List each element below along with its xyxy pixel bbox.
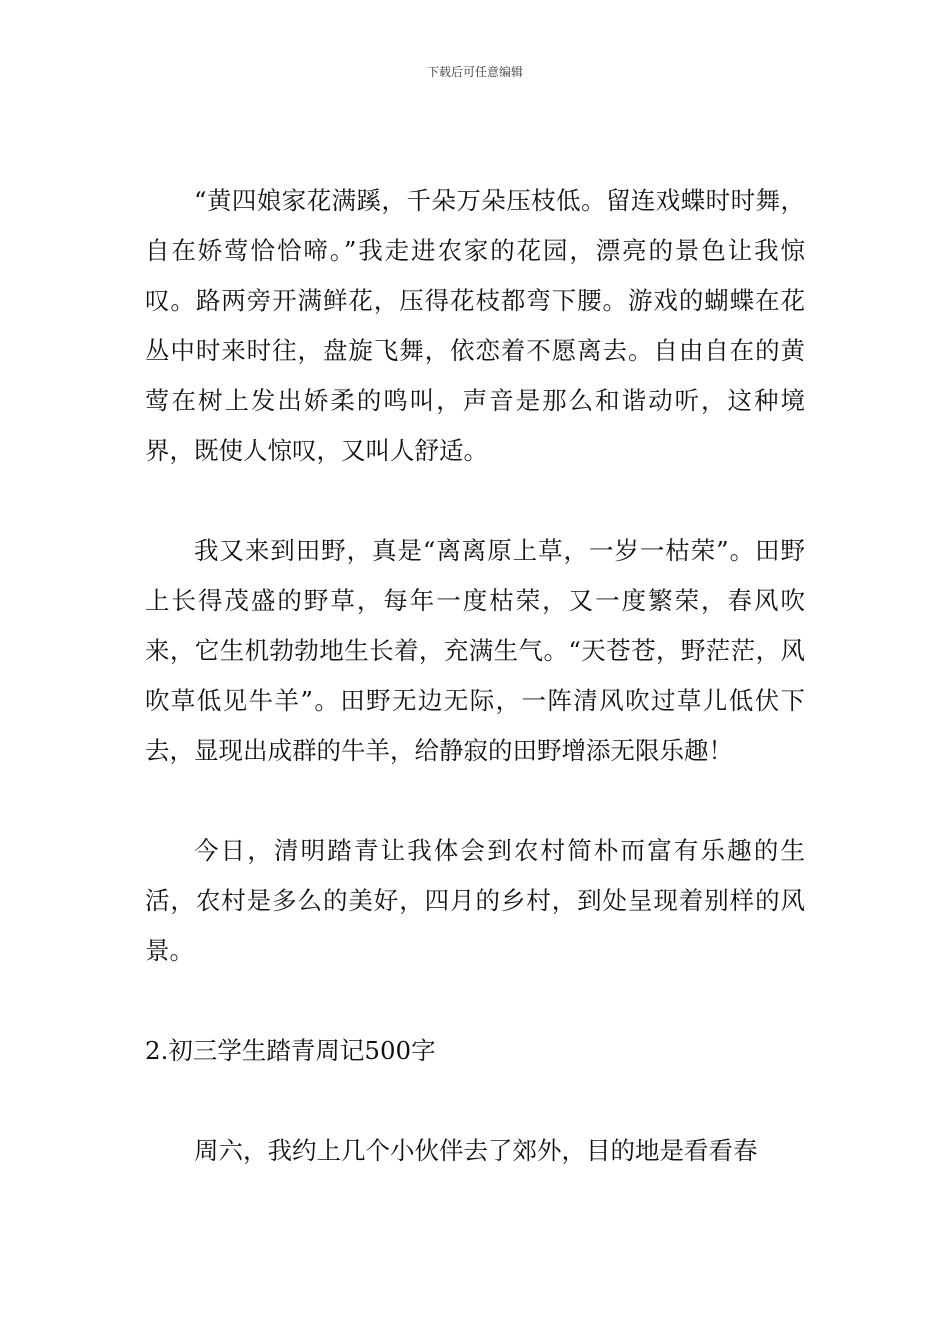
section-heading: 2.初三学生踏青周记500字 [145,1036,436,1065]
paragraph-saturday: 周六，我约上几个小伙伴去了郊外，目的地是看看春 [194,1136,758,1165]
paragraph-conclusion: 今日，清明踏青让我体会到农村简朴而富有乐趣的生活，农村是多么的美好，四月的乡村，到处呈现着别样的风景。 [145,836,805,965]
paragraph-field: 我又来到田野，真是“离离原上草，一岁一枯荣”。田野上长得茂盛的野草，每年一度枯荣，又一度繁荣，春风吹来，它生机勃勃地生长着，充满生气。“天苍苍，野茫茫，风吹草低见牛羊”。田野无边无际，一阵清风吹过草儿低伏下去，显现出成群的牛羊，给静寂的田野增添无限乐趣！ [145,536,805,765]
document-body [145,176,805,1176]
paragraph-garden: “黄四娘家花满蹊，千朵万朵压枝低。留连戏蝶时时舞，自在娇莺恰恰啼。”我走进农家的花园，漂亮的景色让我惊叹。路两旁开满鲜花，压得花枝都弯下腰。游戏的蝴蝶在花丛中时来时往，盘旋飞舞，依恋着不愿离去。自由自在的黄莺在树上发出娇柔的鸣叫，声音是那么和谐动听，这种境界，既使人惊叹，又叫人舒适。 [145,186,805,465]
page-header: 下载后可任意编辑 [426,65,523,79]
